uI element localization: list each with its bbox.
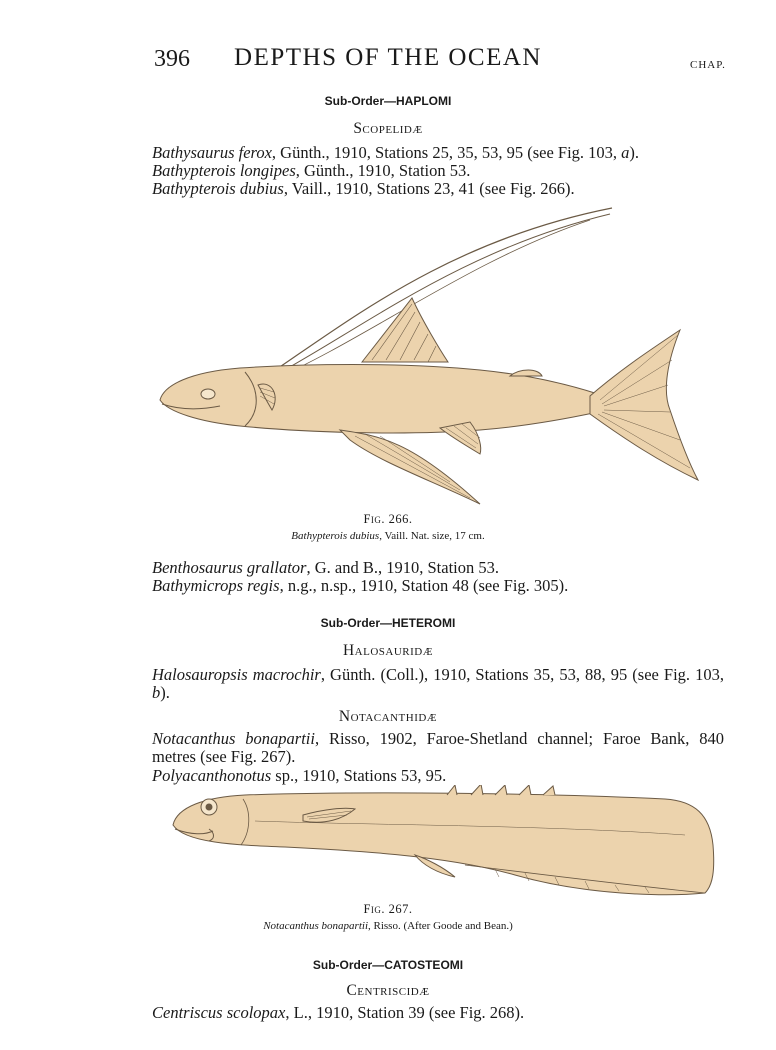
entry-text: , Günth., 1910, Station 53. [295, 161, 471, 180]
caption-text: , Vaill. Nat. size, 17 cm. [379, 530, 485, 542]
species-name: Bathypterois longipes [152, 161, 296, 180]
figure-267-illustration [165, 785, 725, 900]
caption-species: Notacanthus bonapartii [263, 920, 368, 932]
species-name: Halosauropsis macrochir [152, 665, 321, 684]
figure-suffix: b [152, 683, 161, 702]
entry-text: , Günth. (Coll.), 1910, Stations 35, 53, 88, 95 (see Fig. 103, [320, 665, 724, 684]
entry-bathysaurus-ferox [152, 143, 639, 163]
entry-text: , Günth., 1910, Stations 25, 35, 53, 95 (see Fig. 103, [271, 143, 622, 162]
entry-centriscus-scolopax [152, 1003, 524, 1023]
species-name: Bathymicrops regis [152, 576, 280, 595]
entry-text: , L., 1910, Station 39 (see Fig. 268). [285, 1003, 525, 1022]
entry-text: , G. and B., 1910, Station 53. [306, 558, 499, 577]
entry-text: , n.g., n.sp., 1910, Station 48 (see Fig. 305). [279, 576, 569, 595]
species-name: Bathysaurus ferox [152, 143, 272, 162]
species-name: Notacanthus bonapartii [152, 729, 315, 748]
figure-266-label: Fig. 266. [363, 512, 413, 526]
entry-notacanthus-bonapartii [152, 730, 724, 766]
figure-267-caption [0, 920, 776, 932]
entry-text: sp., 1910, Stations 53, 95. [271, 766, 447, 785]
entry-bathypterois-longipes [152, 161, 470, 181]
caption-text: , Risso. (After Goode and Bean.) [368, 920, 513, 932]
species-name: Polyacanthonotus [152, 766, 272, 785]
species-name: Benthosaurus grallator [152, 558, 307, 577]
entry-polyacanthonotus [152, 766, 446, 786]
figure-267-label: Fig. 267. [363, 902, 413, 916]
entry-benthosaurus-grallator [152, 558, 499, 578]
entry-halosauropsis-macrochir [152, 666, 724, 702]
suborder-heteromi: Sub-Order—HETEROMI [320, 616, 456, 630]
entry-text: , Vaill., 1910, Stations 23, 41 (see Fig. 266). [283, 179, 575, 198]
bathypterois-fish [160, 208, 698, 504]
suborder-haplomi: Sub-Order—HAPLOMI [324, 94, 452, 108]
entry-text: , Risso, 1902, Faroe-Shetland channel; Faroe Bank, 840 metres (see Fig. 267). [152, 729, 724, 766]
figure-suffix: a [621, 143, 630, 162]
notacanthus-fish [173, 785, 714, 895]
family-scopelidae: Scopelidæ [353, 120, 423, 137]
running-title: DEPTHS OF THE OCEAN [234, 44, 542, 71]
entry-end: ). [160, 683, 170, 702]
chapter-label: CHAP. [690, 59, 726, 71]
entry-bathymicrops-regis [152, 576, 568, 596]
figure-266-caption [0, 530, 776, 542]
figure-266-illustration [150, 200, 710, 510]
entry-end: ). [629, 143, 640, 162]
page-number: 396 [154, 46, 190, 72]
family-notacanthidae: Notacanthidæ [338, 708, 438, 725]
species-name: Centriscus scolopax [152, 1003, 286, 1022]
family-centriscidae: Centriscidæ [346, 982, 430, 999]
caption-species: Bathypterois dubius [291, 530, 380, 542]
family-halosauridae: Halosauridæ [342, 642, 434, 659]
entry-bathypterois-dubius [152, 179, 575, 199]
species-name: Bathypterois dubius [152, 179, 284, 198]
suborder-catosteomi: Sub-Order—CATOSTEOMI [312, 958, 464, 972]
